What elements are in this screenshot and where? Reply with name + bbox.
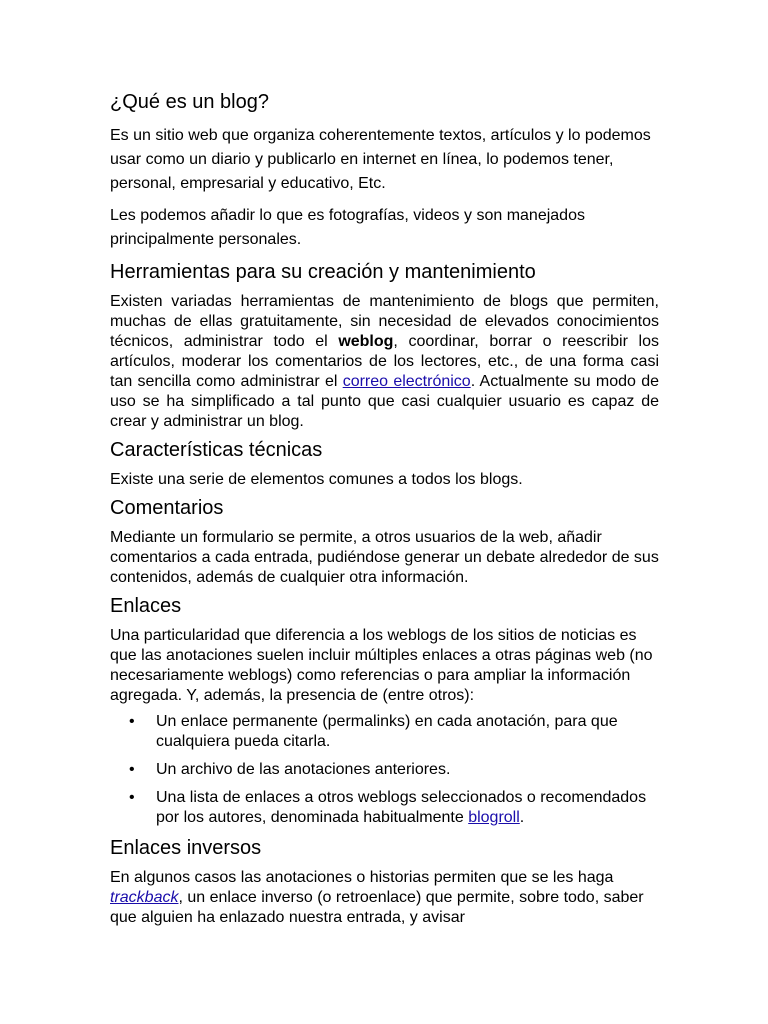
list-item [110,788,659,828]
heading-enlaces-inversos: Enlaces inversos [110,837,262,859]
paragraph-definicion: Es un sitio web que organiza coherentemente textos, artículos y lo podemos usar como un diario y publicarlo en internet en línea, lo podemos tener, personal, empresarial y educativo, Etc. [110,127,651,192]
heading-enlaces: Enlaces [110,595,182,617]
heading-comentarios: Comentarios [110,497,224,519]
inversos-text-2: , un enlace inverso (o retroenlace) que permite, sobre todo, saber que alguien ha enlazado nuestra entrada, y avisar [110,889,644,926]
herramientas-text-2: , coordinar, borrar o reescribir los artículos, moderar los comentarios de los lectores, etc., de una forma casi tan sencilla como administrar el [110,333,659,390]
bullet-icon: • [129,713,135,730]
heading-que-es-un-blog: ¿Qué es un blog? [110,91,269,113]
list-item-text: Una lista de enlaces a otros weblogs seleccionados o recomendados por los autores, denominada habitualmente [156,789,647,826]
heading-caracteristicas: Características técnicas [110,439,323,461]
trackback-link[interactable]: trackback [110,889,179,906]
inversos-text-1: En algunos casos las anotaciones o historias permiten que se les haga [110,869,614,886]
paragraph-enlaces: Una particularidad que diferencia a los weblogs de los sitios de noticias es que las anotaciones suelen incluir múltiples enlaces a otras páginas web (no necesariamente weblogs) como referencias o para ampliar la información agregada. Y, además, la presencia de (entre otros): [110,627,653,704]
herramientas-text-1: Existen variadas herramientas de mantenimiento de blogs que permiten, muchas de ellas gratuitamente, sin necesidad de elevados conocimientos técnicos, administrar todo el [110,293,659,350]
list-item [110,712,659,752]
herramientas-text-3: . Actualmente su modo de uso se ha simplificado a tal punto que casi cualquier usuario es capaz de crear y administrar un blog. [110,373,659,430]
paragraph-fotografias: Les podemos añadir lo que es fotografías, videos y son manejados principalmente personales. [110,207,585,248]
correo-electronico-link[interactable]: correo electrónico [342,373,471,390]
paragraph-caracteristicas: Existe una serie de elementos comunes a todos los blogs. [110,471,523,488]
list-item-text: Un archivo de las anotaciones anteriores. [156,761,451,778]
bullet-icon: • [129,761,135,778]
paragraph-herramientas [110,292,659,432]
paragraph-comentarios: Mediante un formulario se permite, a otros usuarios de la web, añadir comentarios a cada entrada, pudiéndose generar un debate alrededor de sus contenidos, además de cualquier otra información. [110,529,659,586]
enlaces-list [110,712,659,828]
list-item [110,760,659,780]
bullet-icon: • [129,789,135,806]
blogroll-link[interactable]: blogroll [468,809,520,826]
document-content [110,89,659,934]
paragraph-enlaces-inversos [110,868,659,928]
list-item-end: . [519,809,525,826]
heading-herramientas: Herramientas para su creación y mantenimiento [110,261,536,283]
weblog-bold: weblog [338,333,394,350]
list-item-text: Un enlace permanente (permalinks) en cada anotación, para que cualquiera pueda citarla. [156,713,618,750]
